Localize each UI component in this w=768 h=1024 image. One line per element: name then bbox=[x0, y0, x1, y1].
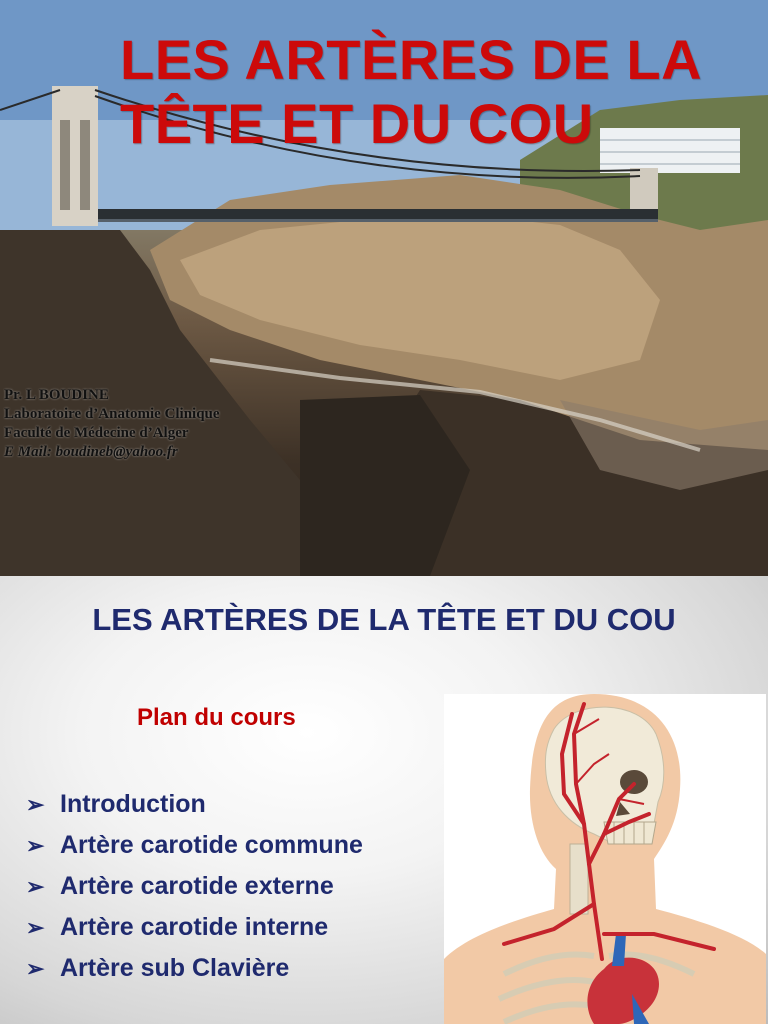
bridge-deck bbox=[98, 209, 658, 219]
plan-heading: Plan du cours bbox=[137, 704, 296, 731]
author-block bbox=[4, 386, 220, 462]
arrow-bullet-icon: ➢ bbox=[26, 833, 45, 858]
bridge-tower bbox=[52, 86, 98, 226]
course-outline-list bbox=[26, 784, 363, 989]
slide2-title: LES ARTÈRES DE LA TÊTE ET DU COU bbox=[92, 602, 676, 637]
arrow-bullet-icon: ➢ bbox=[26, 915, 45, 940]
list-item: ➢ Introduction bbox=[26, 784, 363, 825]
list-item: ➢ Artère carotide commune bbox=[26, 825, 363, 866]
list-item: ➢ Artère carotide externe bbox=[26, 866, 363, 907]
slide1-title: LES ARTÈRES DE LA TÊTE ET DU COU bbox=[120, 28, 703, 155]
arrow-bullet-icon: ➢ bbox=[26, 956, 45, 981]
arrow-bullet-icon: ➢ bbox=[26, 792, 45, 817]
author-lab: Laboratoire d’Anatomie Clinique bbox=[4, 406, 220, 422]
list-item: ➢ Artère sub Clavière bbox=[26, 948, 363, 989]
author-faculty: Faculté de Médecine d’Alger bbox=[4, 425, 189, 441]
outline-slide bbox=[0, 576, 768, 1024]
arrow-bullet-icon: ➢ bbox=[26, 874, 45, 899]
author-email: E Mail: boudineb@yahoo.fr bbox=[4, 444, 178, 460]
head-neck-arteries-illustration bbox=[444, 694, 766, 1024]
list-item: ➢ Artère carotide interne bbox=[26, 907, 363, 948]
author-name: Pr. L BOUDINE bbox=[4, 387, 109, 403]
